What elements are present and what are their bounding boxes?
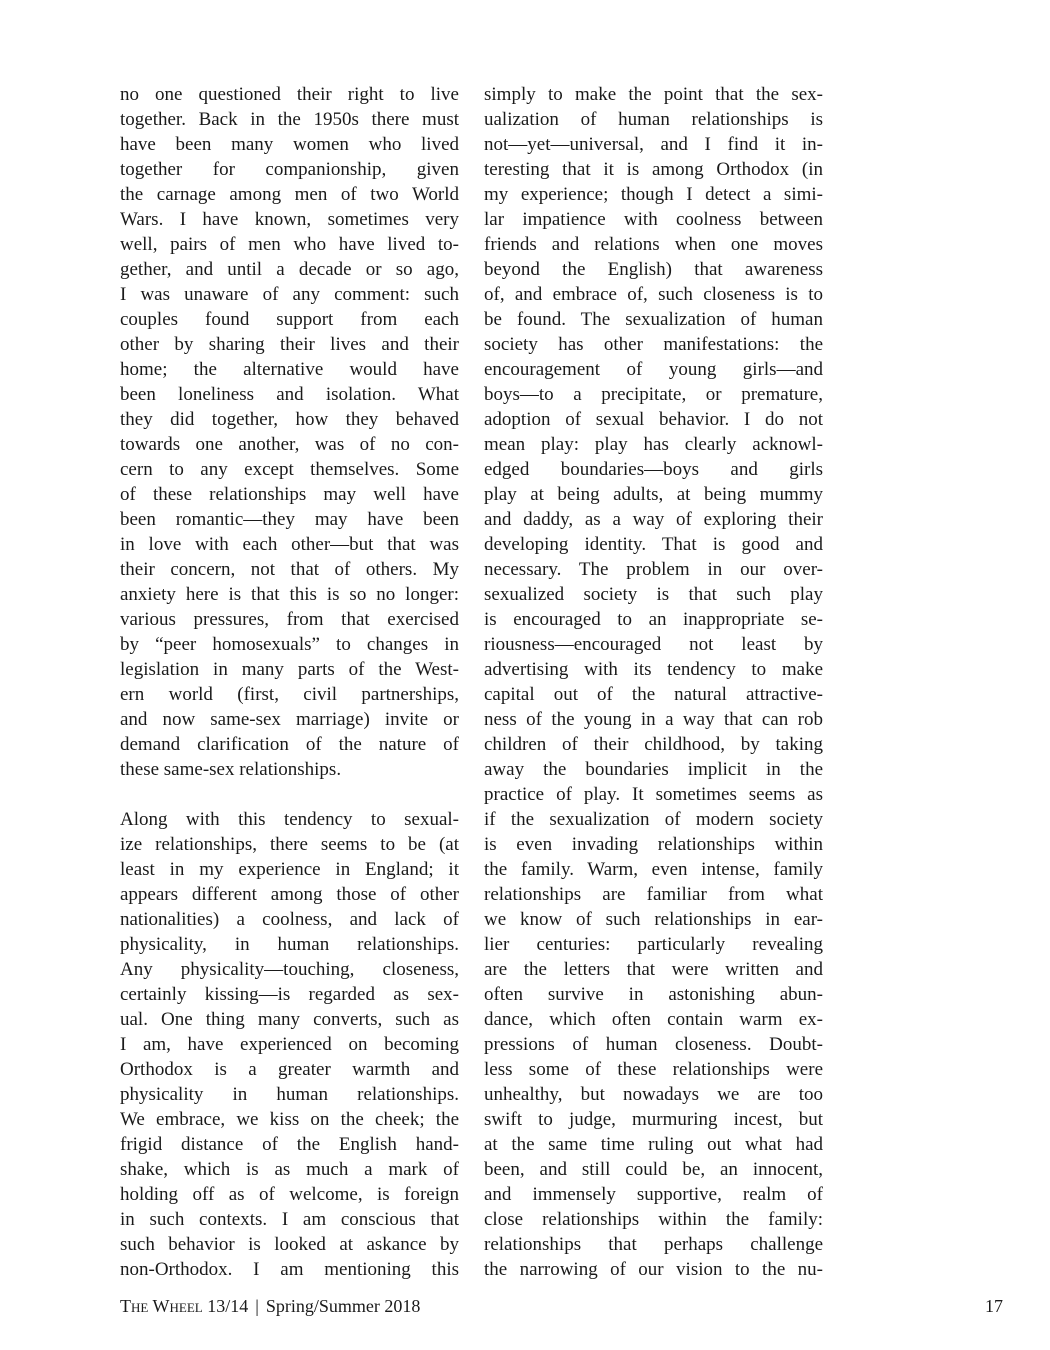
text-line: holding off as of welcome, is foreign — [120, 1184, 459, 1205]
text-line: frigid distance of the English hand- — [120, 1134, 459, 1155]
footer-journal — [120, 1294, 420, 1318]
text-line: they did together, how they behaved — [120, 409, 459, 430]
text-line: if the sexualization of modern society — [484, 809, 823, 830]
text-line: together for companionship, given — [120, 159, 459, 180]
text-line: been romantic—they may have been — [120, 509, 459, 530]
paragraph-gap — [120, 782, 459, 807]
text-line: We embrace, we kiss on the cheek; the — [120, 1109, 459, 1130]
text-line: towards one another, was of no con- — [120, 434, 459, 455]
text-line: relationships that perhaps challenge — [484, 1234, 823, 1255]
text-line: not—yet—universal, and I find it in- — [484, 134, 823, 155]
text-line: in such contexts. I am conscious that — [120, 1209, 459, 1230]
text-line: often survive in astonishing abun- — [484, 984, 823, 1005]
text-line: non-Orthodox. I am mentioning this — [120, 1259, 459, 1280]
footer-separator: | — [255, 1296, 259, 1316]
text-line: relationships are familiar from what — [484, 884, 823, 905]
text-line: simply to make the point that the sex- — [484, 84, 823, 105]
text-line: I am, have experienced on becoming — [120, 1034, 459, 1055]
text-line: sexualized society is that such play — [484, 584, 823, 605]
paragraph — [120, 82, 459, 782]
text-line: nationalities) a coolness, and lack of — [120, 909, 459, 930]
text-line: friends and relations when one moves — [484, 234, 823, 255]
text-line: other by sharing their lives and their — [120, 334, 459, 355]
text-line: their concern, not that of others. My — [120, 559, 459, 580]
text-line: the carnage among men of two World — [120, 184, 459, 205]
text-line: less some of these relationships were — [484, 1059, 823, 1080]
text-line: been loneliness and isolation. What — [120, 384, 459, 405]
text-line: Any physicality—touching, closeness, — [120, 959, 459, 980]
journal-title: The Wheel 13/14 — [120, 1296, 249, 1316]
text-line: away the boundaries implicit in the — [484, 759, 823, 780]
text-line: ern world (first, civil partnerships, — [120, 684, 459, 705]
text-line: unhealthy, but nowadays we are too — [484, 1084, 823, 1105]
text-line: close relationships within the family: — [484, 1209, 823, 1230]
text-line: boys—to a precipitate, or premature, — [484, 384, 823, 405]
text-line: be found. The sexualization of human — [484, 309, 823, 330]
text-line: dance, which often contain warm ex- — [484, 1009, 823, 1030]
text-line: at the same time ruling out what had — [484, 1134, 823, 1155]
text-line: anxiety here is that this is so no longer: — [120, 584, 459, 605]
text-line: pressions of human closeness. Doubt- — [484, 1034, 823, 1055]
text-line: we know of such relationships in ear- — [484, 909, 823, 930]
text-line: ize relationships, there seems to be (at — [120, 834, 459, 855]
text-line: demand clarification of the nature of — [120, 734, 459, 755]
text-line: been, and still could be, an innocent, — [484, 1159, 823, 1180]
page-number: 17 — [985, 1296, 1003, 1316]
text-line: gether, and until a decade or so ago, — [120, 259, 459, 280]
text-line: Wars. I have known, sometimes very — [120, 209, 459, 230]
text-line: ualization of human relationships is — [484, 109, 823, 130]
text-line: Orthodox is a greater warmth and — [120, 1059, 459, 1080]
text-line: beyond the English) that awareness — [484, 259, 823, 280]
text-line: of these relationships may well have — [120, 484, 459, 505]
text-line: children of their childhood, by taking — [484, 734, 823, 755]
text-line: my experience; though I detect a simi- — [484, 184, 823, 205]
text-line: physicality in human relationships. — [120, 1084, 459, 1105]
text-line: lier centuries: particularly revealing — [484, 934, 823, 955]
text-line: capital out of the natural attractive- — [484, 684, 823, 705]
text-line: of, and embrace of, such closeness is to — [484, 284, 823, 305]
text-line: cern to any except themselves. Some — [120, 459, 459, 480]
issue-label: Spring/Summer 2018 — [265, 1296, 421, 1316]
text-line: edged boundaries—boys and girls — [484, 459, 823, 480]
text-line: advertising with its tendency to make — [484, 659, 823, 680]
text-line: various pressures, from that exercised — [120, 609, 459, 630]
page-footer — [120, 1294, 1003, 1318]
text-line: play at being adults, at being mummy — [484, 484, 823, 505]
text-line: in love with each other—but that was — [120, 534, 459, 555]
text-line: adoption of sexual behavior. I do not — [484, 409, 823, 430]
text-line: society has other manifestations: the — [484, 334, 823, 355]
text-line: and immensely supportive, realm of — [484, 1184, 823, 1205]
text-line: legislation in many parts of the West- — [120, 659, 459, 680]
paragraph — [484, 82, 823, 1282]
text-line: together. Back in the 1950s there must — [120, 109, 459, 130]
text-line: is even invading relationships within — [484, 834, 823, 855]
text-line: riousness—encouraged not least by — [484, 634, 823, 655]
right-column — [484, 82, 823, 1282]
text-line: teresting that it is among Orthodox (in — [484, 159, 823, 180]
text-line: well, pairs of men who have lived to- — [120, 234, 459, 255]
text-line: and daddy, as a way of exploring their — [484, 509, 823, 530]
paragraph — [120, 807, 459, 1282]
text-line: I was unaware of any comment: such — [120, 284, 459, 305]
text-line: encouragement of young girls—and — [484, 359, 823, 380]
text-line: developing identity. That is good and — [484, 534, 823, 555]
text-line: are the letters that were written and — [484, 959, 823, 980]
text-line: by “peer homosexuals” to changes in — [120, 634, 459, 655]
text-line: swift to judge, murmuring incest, but — [484, 1109, 823, 1130]
text-line: shake, which is as much a mark of — [120, 1159, 459, 1180]
text-line: these same-sex relationships. — [120, 759, 342, 780]
text-line: Along with this tendency to sexual- — [120, 809, 459, 830]
left-column — [120, 82, 459, 1282]
text-line: have been many women who lived — [120, 134, 459, 155]
text-line: lar impatience with coolness between — [484, 209, 823, 230]
text-line: certainly kissing—is regarded as sex- — [120, 984, 459, 1005]
text-line: appears different among those of other — [120, 884, 459, 905]
text-line: physicality, in human relationships. — [120, 934, 459, 955]
text-line: is encouraged to an inappropriate se- — [484, 609, 823, 630]
text-line: ness of the young in a way that can rob — [484, 709, 823, 730]
text-line: home; the alternative would have — [120, 359, 459, 380]
text-line: no one questioned their right to live — [120, 84, 459, 105]
text-line: ual. One thing many converts, such as — [120, 1009, 459, 1030]
text-line: the family. Warm, even intense, family — [484, 859, 823, 880]
text-line: practice of play. It sometimes seems as — [484, 784, 823, 805]
text-line: couples found support from each — [120, 309, 459, 330]
text-line: such behavior is looked at askance by — [120, 1234, 459, 1255]
text-line: necessary. The problem in our over- — [484, 559, 823, 580]
text-line: the narrowing of our vision to the nu- — [484, 1259, 823, 1280]
text-line: least in my experience in England; it — [120, 859, 459, 880]
text-line: mean play: play has clearly acknowl- — [484, 434, 823, 455]
text-line: and now same-sex marriage) invite or — [120, 709, 459, 730]
